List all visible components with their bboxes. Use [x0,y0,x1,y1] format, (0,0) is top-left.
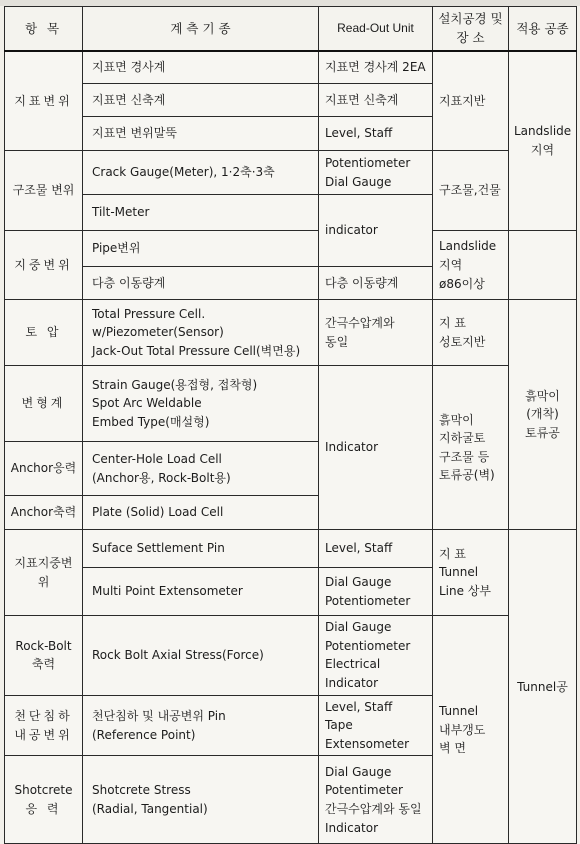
equipment-cell: Total Pressure Cell. w/Piezometer(Sensor) Jack-Out Total Pressure Cell(벽면용) [83,300,319,366]
equipment-cell: 지표면 경사계 [83,51,319,84]
item-rockbolt-axial: Rock-Bolt축력 [5,616,83,695]
header-applied: 적용 공종 [509,7,577,51]
table-row [5,51,577,84]
readout-cell: 지표면 경사계 2EA [319,51,433,84]
header-item: 항 목 [5,7,83,51]
equipment-cell: Crack Gauge(Meter), 1·2축·3축 [83,151,319,195]
item-surface-displacement: 지표변위 [5,51,83,151]
equipment-cell: Tilt-Meter [83,195,319,231]
readout-cell: indicator [319,195,433,267]
equipment-cell: 지표면 변위말뚝 [83,117,319,151]
item-crown-settlement: 천단침하 내공변위 [5,695,83,756]
applied-tunnel: Tunnel공 [509,530,577,844]
item-anchor-stress: Anchor응력 [5,442,83,496]
table-row [5,300,577,366]
item-earth-pressure: 토 압 [5,300,83,366]
header-location: 설치공경 및 장 소 [433,7,509,51]
item-anchor-axial: Anchor축력 [5,496,83,530]
table-row [5,151,577,195]
readout-cell: Level, Staff [319,117,433,151]
table-row [5,366,577,442]
location-cell: 구조물,건물 [433,151,509,231]
readout-cell: 다층 이동량계 [319,267,433,300]
readout-cell: Level, Staff [319,530,433,568]
equipment-cell: Strain Gauge(용접형, 접착형) Spot Arc Weldable Embed Type(매설형) [83,366,319,442]
item-structure-displacement: 구조물 변위 [5,151,83,231]
header-readout: Read-Out Unit [319,7,433,51]
readout-cell: Potentiometer Dial Gauge [319,151,433,195]
equipment-cell: 천단침하 및 내공변위 Pin (Reference Point) [83,695,319,756]
readout-cell: Level, Staff Tape Extensometer [319,695,433,756]
item-underground-displacement: 지중변위 [5,231,83,300]
readout-cell: Indicator [319,366,433,530]
table-row [5,616,577,695]
equipment-cell: Rock Bolt Axial Stress(Force) [83,616,319,695]
equipment-cell: 지표면 신축계 [83,84,319,117]
applied-empty [509,231,577,300]
location-cell: Tunnel 내부갱도 벽 면 [433,616,509,844]
readout-cell: 지표면 신축계 [319,84,433,117]
equipment-cell: 다층 이동량계 [83,267,319,300]
location-cell: 지 표 Tunnel Line 상부 [433,530,509,616]
applied-landslide: Landslide 지역 [509,51,577,231]
applied-retaining: 흙막이 (개착) 토류공 [509,300,577,530]
location-cell: 지표지반 [433,51,509,151]
location-cell: 흙막이 지하굴토 구조물 등 토류공(벽) [433,366,509,530]
readout-cell: Dial Gauge Potentiometer [319,568,433,616]
table-row [5,231,577,267]
item-shotcrete-stress: Shotcrete 응 력 [5,756,83,844]
equipment-cell: Pipe변위 [83,231,319,267]
header-equipment: 계 측 기 종 [83,7,319,51]
equipment-cell: Shotcrete Stress (Radial, Tangential) [83,756,319,844]
equipment-cell: Center-Hole Load Cell (Anchor용, Rock-Bolt용) [83,442,319,496]
location-cell: 지 표 성토지반 [433,300,509,366]
readout-cell: Dial Gauge Potentimeter 간극수압계와 동일 Indicator [319,756,433,844]
equipment-cell: Suface Settlement Pin [83,530,319,568]
instrumentation-table [4,6,577,844]
header-row [5,7,577,51]
equipment-cell: Multi Point Extensometer [83,568,319,616]
readout-cell: 간극수압계와 동일 [319,300,433,366]
item-surface-underground: 지표지중변위 [5,530,83,616]
location-cell: Landslide지역 ø86이상 [433,231,509,300]
equipment-cell: Plate (Solid) Load Cell [83,496,319,530]
readout-cell: Dial Gauge Potentiometer Electrical Indicator [319,616,433,695]
table-row [5,530,577,568]
item-strain-gauge: 변형계 [5,366,83,442]
